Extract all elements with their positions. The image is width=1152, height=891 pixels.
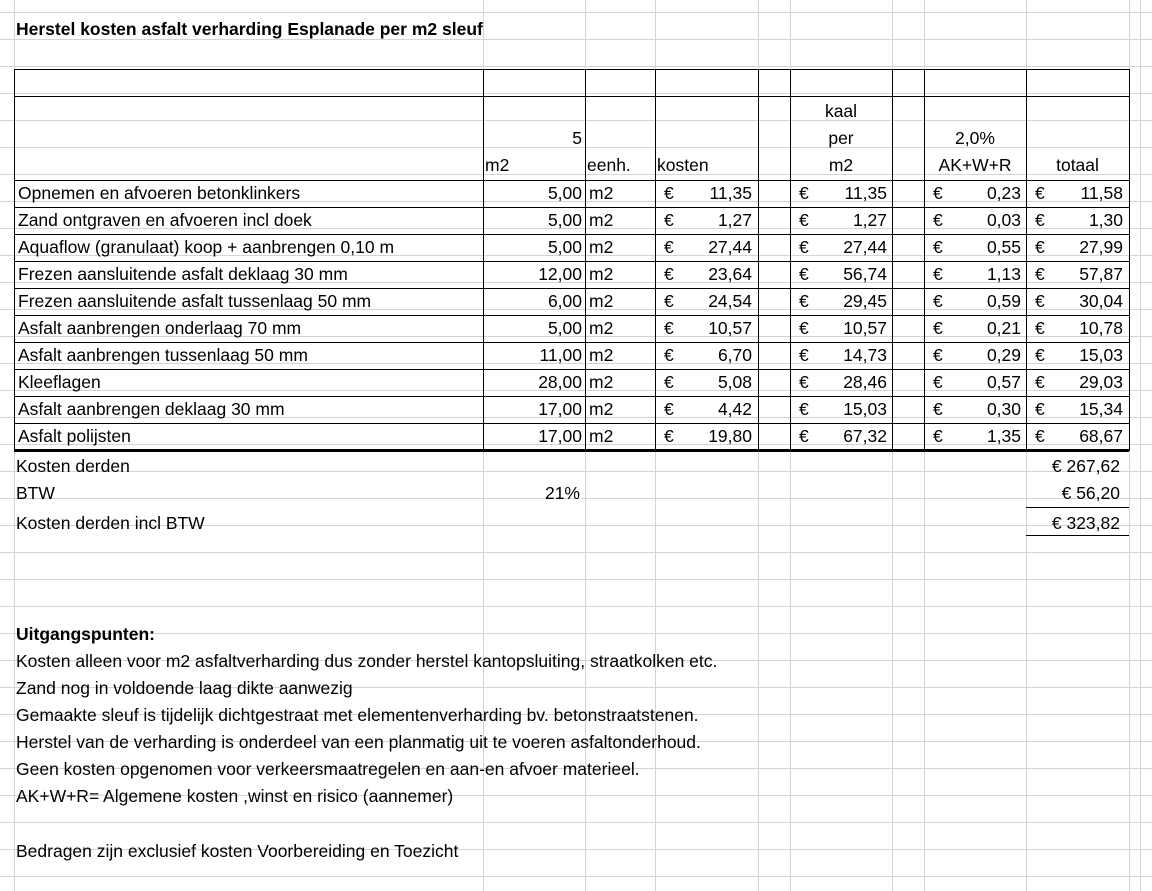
row-description[interactable]: Aquaflow (granulaat) koop + aanbrengen 0,10 m xyxy=(18,237,395,257)
row-quantity[interactable]: 17,00 xyxy=(538,399,582,419)
euro-sign: € xyxy=(664,210,674,230)
gridline-h xyxy=(0,93,1152,94)
row-kaal-per-m2[interactable]: 28,46 xyxy=(843,372,887,392)
row-description[interactable]: Opnemen en afvoeren betonklinkers xyxy=(18,183,301,203)
row-kaal-per-m2[interactable]: 1,27 xyxy=(852,210,887,230)
header-kaal-m2[interactable]: m2 xyxy=(828,155,854,175)
row-kosten[interactable]: 27,44 xyxy=(708,237,752,257)
row-totaal[interactable]: 10,78 xyxy=(1079,318,1123,338)
kosten-derden-label[interactable]: Kosten derden xyxy=(16,456,130,476)
row-quantity[interactable]: 12,00 xyxy=(538,264,582,284)
euro-sign: € xyxy=(933,291,943,311)
euro-sign: € xyxy=(799,318,809,338)
euro-sign: € xyxy=(1035,426,1045,446)
row-unit[interactable]: m2 xyxy=(589,345,614,365)
row-totaal[interactable]: 57,87 xyxy=(1079,264,1123,284)
euro-sign: € xyxy=(933,318,943,338)
gridline-h xyxy=(0,66,1152,67)
euro-sign: € xyxy=(933,183,943,203)
row-quantity[interactable]: 28,00 xyxy=(538,372,582,392)
row-description[interactable]: Asfalt aanbrengen tussenlaag 50 mm xyxy=(18,345,308,365)
row-kosten[interactable]: 11,35 xyxy=(709,183,752,203)
note-line[interactable]: AK+W+R= Algemene kosten ,winst en risico (aannemer) xyxy=(16,786,454,806)
euro-sign: € xyxy=(664,399,674,419)
row-kaal-per-m2[interactable]: 10,57 xyxy=(843,318,887,338)
gridline-h xyxy=(0,822,1152,823)
euro-sign: € xyxy=(664,291,674,311)
btw-label[interactable]: BTW xyxy=(16,483,55,503)
border-h xyxy=(14,69,1129,70)
note-line[interactable]: Zand nog in voldoende laag dikte aanwezig xyxy=(16,678,353,698)
row-akwr[interactable]: 0,30 xyxy=(986,399,1021,419)
row-quantity[interactable]: 6,00 xyxy=(547,291,582,311)
row-kaal-per-m2[interactable]: 56,74 xyxy=(843,264,887,284)
header-pct[interactable]: 2,0% xyxy=(955,128,995,148)
euro-sign: € xyxy=(1035,210,1045,230)
euro-sign: € xyxy=(933,237,943,257)
row-quantity[interactable]: 5,00 xyxy=(547,210,582,230)
euro-sign: € xyxy=(664,264,674,284)
row-kosten[interactable]: 6,70 xyxy=(717,345,752,365)
row-description[interactable]: Frezen aansluitende asfalt tussenlaag 50 mm xyxy=(18,291,372,311)
row-kaal-per-m2[interactable]: 11,35 xyxy=(844,183,887,203)
gridline-h xyxy=(0,606,1152,607)
header-kosten[interactable]: kosten xyxy=(657,155,709,175)
notes-footer[interactable]: Bedragen zijn exclusief kosten Voorbereiding en Toezicht xyxy=(16,841,459,861)
euro-sign: € xyxy=(933,399,943,419)
row-totaal[interactable]: 30,04 xyxy=(1079,291,1123,311)
row-kaal-per-m2[interactable]: 14,73 xyxy=(843,345,887,365)
euro-sign: € xyxy=(1035,237,1045,257)
gridline-h xyxy=(0,471,1152,472)
euro-sign: € xyxy=(799,291,809,311)
row-quantity[interactable]: 17,00 xyxy=(538,426,582,446)
row-akwr[interactable]: 0,57 xyxy=(986,372,1021,392)
border-v xyxy=(892,69,893,451)
header-m2[interactable]: m2 xyxy=(485,155,510,175)
header-eenh[interactable]: eenh. xyxy=(587,155,631,175)
row-unit[interactable]: m2 xyxy=(589,264,614,284)
euro-sign: € xyxy=(664,318,674,338)
row-kosten[interactable]: 1,27 xyxy=(717,210,752,230)
row-akwr[interactable]: 0,55 xyxy=(986,237,1021,257)
border-v xyxy=(14,69,15,451)
row-unit[interactable]: m2 xyxy=(589,237,614,257)
row-totaal[interactable]: 27,99 xyxy=(1079,237,1123,257)
row-description[interactable]: Asfalt polijsten xyxy=(18,426,131,446)
euro-sign: € xyxy=(664,345,674,365)
row-description[interactable]: Asfalt aanbrengen onderlaag 70 mm xyxy=(18,318,302,338)
row-quantity[interactable]: 11,00 xyxy=(539,345,582,365)
row-totaal[interactable]: 1,30 xyxy=(1088,210,1123,230)
euro-sign: € xyxy=(1035,318,1045,338)
border-v xyxy=(758,69,759,451)
euro-sign: € xyxy=(799,264,809,284)
row-kosten[interactable]: 23,64 xyxy=(708,264,752,284)
row-totaal[interactable]: 29,03 xyxy=(1079,372,1123,392)
euro-sign: € xyxy=(933,345,943,365)
row-totaal[interactable]: 15,34 xyxy=(1079,399,1123,419)
row-description[interactable]: Frezen aansluitende asfalt deklaag 30 mm xyxy=(18,264,348,284)
kosten-derden-incl-btw-label[interactable]: Kosten derden incl BTW xyxy=(16,513,205,533)
gridline-v xyxy=(1140,0,1141,891)
row-unit[interactable]: m2 xyxy=(589,183,614,203)
header-count[interactable]: 5 xyxy=(572,128,582,148)
border-v xyxy=(1129,69,1130,451)
euro-sign: € xyxy=(1035,264,1045,284)
euro-sign: € xyxy=(933,372,943,392)
row-unit[interactable]: m2 xyxy=(589,291,614,311)
header-kaal[interactable]: kaal xyxy=(824,101,858,121)
euro-sign: € xyxy=(799,399,809,419)
row-description[interactable]: Asfalt aanbrengen deklaag 30 mm xyxy=(18,399,285,419)
row-akwr[interactable]: 0,21 xyxy=(986,318,1021,338)
note-line[interactable]: Geen kosten opgenomen voor verkeersmaatregelen en aan-en afvoer materieel. xyxy=(16,759,640,779)
note-line[interactable]: Gemaakte sleuf is tijdelijk dichtgestraat met elementenverharding bv. betonstraatstenen. xyxy=(16,705,699,725)
euro-sign: € xyxy=(933,210,943,230)
gridline-h xyxy=(0,876,1152,877)
euro-sign: € xyxy=(799,237,809,257)
row-akwr[interactable]: 0,29 xyxy=(986,345,1021,365)
row-kosten[interactable]: 19,80 xyxy=(708,426,752,446)
note-line[interactable]: Kosten alleen voor m2 asfaltverharding dus zonder herstel kantopsluiting, straatkolken etc. xyxy=(16,651,718,671)
row-totaal[interactable]: 11,58 xyxy=(1080,183,1123,203)
row-kosten[interactable]: 24,54 xyxy=(708,291,752,311)
row-kosten[interactable]: 4,42 xyxy=(717,399,752,419)
btw-percentage[interactable]: 21% xyxy=(544,483,580,503)
euro-sign: € xyxy=(1035,183,1045,203)
row-kaal-per-m2[interactable]: 67,32 xyxy=(843,426,887,446)
gridline-h xyxy=(0,579,1152,580)
header-totaal[interactable]: totaal xyxy=(1056,155,1099,175)
row-quantity[interactable]: 5,00 xyxy=(547,318,582,338)
row-kosten[interactable]: 5,08 xyxy=(717,372,752,392)
euro-sign: € xyxy=(664,372,674,392)
btw-value[interactable]: € 56,20 xyxy=(1061,483,1120,503)
row-quantity[interactable]: 5,00 xyxy=(547,237,582,257)
kosten-derden-incl-btw-value[interactable]: € 323,82 xyxy=(1051,513,1120,533)
euro-sign: € xyxy=(799,426,809,446)
header-per[interactable]: per xyxy=(828,128,854,148)
row-akwr[interactable]: 0,03 xyxy=(986,210,1021,230)
row-kaal-per-m2[interactable]: 27,44 xyxy=(843,237,887,257)
header-akwr[interactable]: AK+W+R xyxy=(938,155,1012,175)
border-h xyxy=(14,96,1129,97)
border-total-top xyxy=(1026,507,1129,508)
row-quantity[interactable]: 5,00 xyxy=(547,183,582,203)
row-totaal[interactable]: 15,03 xyxy=(1079,345,1123,365)
euro-sign: € xyxy=(933,426,943,446)
border-v xyxy=(585,69,586,451)
row-kaal-per-m2[interactable]: 15,03 xyxy=(843,399,887,419)
euro-sign: € xyxy=(1035,399,1045,419)
row-unit[interactable]: m2 xyxy=(589,210,614,230)
row-unit[interactable]: m2 xyxy=(589,399,614,419)
euro-sign: € xyxy=(799,183,809,203)
sheet-title[interactable]: Herstel kosten asfalt verharding Esplanade per m2 sleuf xyxy=(16,19,483,39)
euro-sign: € xyxy=(664,426,674,446)
kosten-derden-value[interactable]: € 267,62 xyxy=(1051,456,1120,476)
euro-sign: € xyxy=(799,210,809,230)
euro-sign: € xyxy=(1035,291,1045,311)
euro-sign: € xyxy=(1035,345,1045,365)
euro-sign: € xyxy=(664,237,674,257)
gridline-h xyxy=(0,633,1152,634)
gridline-h xyxy=(0,120,1152,121)
row-akwr[interactable]: 1,35 xyxy=(986,426,1021,446)
row-akwr[interactable]: 0,59 xyxy=(986,291,1021,311)
row-akwr[interactable]: 1,13 xyxy=(986,264,1021,284)
euro-sign: € xyxy=(933,264,943,284)
row-unit[interactable]: m2 xyxy=(589,426,614,446)
row-totaal[interactable]: 68,67 xyxy=(1079,426,1123,446)
row-description[interactable]: Kleeflagen xyxy=(18,372,101,392)
euro-sign: € xyxy=(1035,372,1045,392)
row-kosten[interactable]: 10,57 xyxy=(708,318,752,338)
euro-sign: € xyxy=(664,183,674,203)
gridline-h xyxy=(0,12,1152,13)
gridline-h xyxy=(0,552,1152,553)
row-unit[interactable]: m2 xyxy=(589,318,614,338)
row-akwr[interactable]: 0,23 xyxy=(986,183,1021,203)
euro-sign: € xyxy=(799,345,809,365)
row-unit[interactable]: m2 xyxy=(589,372,614,392)
notes-heading[interactable]: Uitgangspunten: xyxy=(16,624,156,644)
euro-sign: € xyxy=(799,372,809,392)
row-description[interactable]: Zand ontgraven en afvoeren incl doek xyxy=(18,210,312,230)
row-kaal-per-m2[interactable]: 29,45 xyxy=(843,291,887,311)
note-line[interactable]: Herstel van de verharding is onderdeel van een planmatig uit te voeren asfaltonderhoud. xyxy=(16,732,701,752)
